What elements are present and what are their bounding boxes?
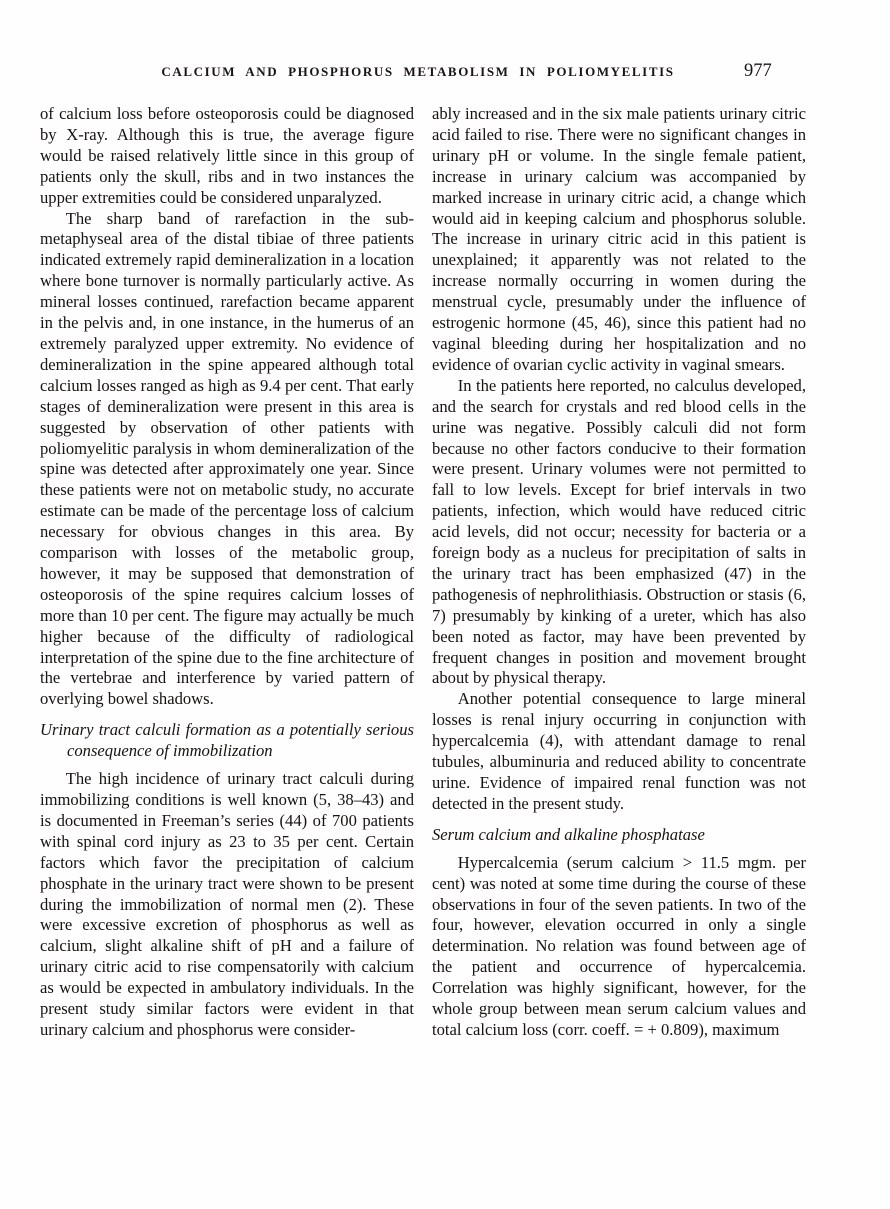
paragraph: Hypercalcemia (serum calcium > 11.5 mgm. per cent) was noted at some time during the course of these observations in four of the seven patients. In two of the four, however, elevation occurred in only a single determination. No relation was found between age of the patient and occurrence of hypercalcemia. Correlation was highly significant, however, for the whole group between mean serum calcium values and total calcium loss (corr. coeff. = + 0.809), maximum bbox=[432, 852, 806, 1039]
page-number: 977 bbox=[744, 61, 772, 81]
paragraph: ably increased and in the six male patients urinary citric acid failed to rise. There were no significant changes in urinary pH or volume. In the single female patient, increase in urinary calcium was accompanied by marked increase in urinary citric acid, a change which would aid in keeping calcium and phosphorus soluble. The increase in urinary citric acid in this patient is unexplained; it apparently was not related to the increase normally occurring in women during the menstrual cycle, presumably under the influence of estrogenic hormone (45, 46), since this patient had no vaginal bleeding during her hospitalization and no evidence of ovarian cyclic activity in vaginal smears. bbox=[432, 104, 806, 374]
running-header bbox=[0, 61, 890, 88]
running-title: CALCIUM AND PHOSPHORUS METABOLISM IN POLIOMYELITIS bbox=[161, 64, 675, 79]
left-column bbox=[40, 104, 414, 1041]
section-heading: Serum calcium and alkaline phosphatase bbox=[432, 824, 705, 844]
text-columns bbox=[40, 104, 806, 1041]
section-heading: Urinary tract calculi formation as a potentially serious consequence of immobilization bbox=[40, 720, 414, 761]
paragraph: of calcium loss before osteoporosis could be diagnosed by X-ray. Although this is true, the average figure would be raised relatively little since in this group of patients only the skull, ribs and in two instances the upper extremities could be considered unparalyzed. bbox=[40, 104, 414, 207]
right-column bbox=[432, 104, 806, 1041]
paragraph: In the patients here reported, no calculus developed, and the search for crystals and red blood cells in the urine was negative. Possibly calculi did not form because no other factors conducive to their formation were present. Urinary volumes were not permitted to fall to low levels. Except for brief intervals in two patients, infection, which would have reduced citric acid levels, did not occur; necessity for bacteria or a foreign body as a nucleus for precipitation of salts in the urinary tract has been emphasized (47) in the pathogenesis of nephrolithiasis. Obstruction or stasis (6, 7) presumably by kinking of a ureter, which has also been noted as factor, may have been prevented by frequent changes in position and movement brought about by physical therapy. bbox=[432, 375, 806, 688]
paragraph: The high incidence of urinary tract calculi during immobilizing conditions is well known (5, 38–43) and is documented in Freeman’s series (44) of 700 patients with spinal cord injury as 23 to 35 per cent. Certain factors which favor the precipitation of calcium phosphate in the urinary tract were shown to be present during the immobilization of normal men (2). These were excessive excretion of phosphorus as well as calcium, slight alkaline shift of pH and a failure of urinary citric acid to rise compensatorily with calcium as would be expected in ambulatory individuals. In the present study similar factors were evident in that urinary calcium and phosphorus were consider- bbox=[40, 769, 414, 1039]
paragraph: The sharp band of rarefaction in the sub-metaphyseal area of the distal tibiae of three patients indicated extremely rapid demineralization in a location where bone turnover is normally particularly active. As mineral losses continued, rarefaction became apparent in the pelvis and, in one instance, in the humerus of an extremely paralyzed upper extremity. No evidence of demineralization in the spine appeared although total calcium losses ranged as high as 9.4 per cent. That early stages of demineralization were present in this area is suggested by observation of other patients with poliomyelitic paralysis in whom demineralization of the spine was detected after approximately one year. Since these patients were not on metabolic study, no accurate estimate can be made of the percentage loss of calcium necessary for obvious changes in this area. By comparison with losses of the metabolic group, however, it may be supposed that demonstration of osteoporosis of the spine requires calcium losses of more than 10 per cent. The figure may actually be much higher because of the difficulty of radiological interpretation of the spine due to the fine architecture of the vertebrae and interference by varied pattern of overlying bowel shadows. bbox=[40, 208, 414, 709]
paragraph: Another potential consequence to large mineral losses is renal injury occurring in conjunction with hypercalcemia (4), with attendant damage to renal tubules, albuminuria and reduced ability to concentrate urine. Evidence of impaired renal function was not detected in the present study. bbox=[432, 689, 806, 813]
